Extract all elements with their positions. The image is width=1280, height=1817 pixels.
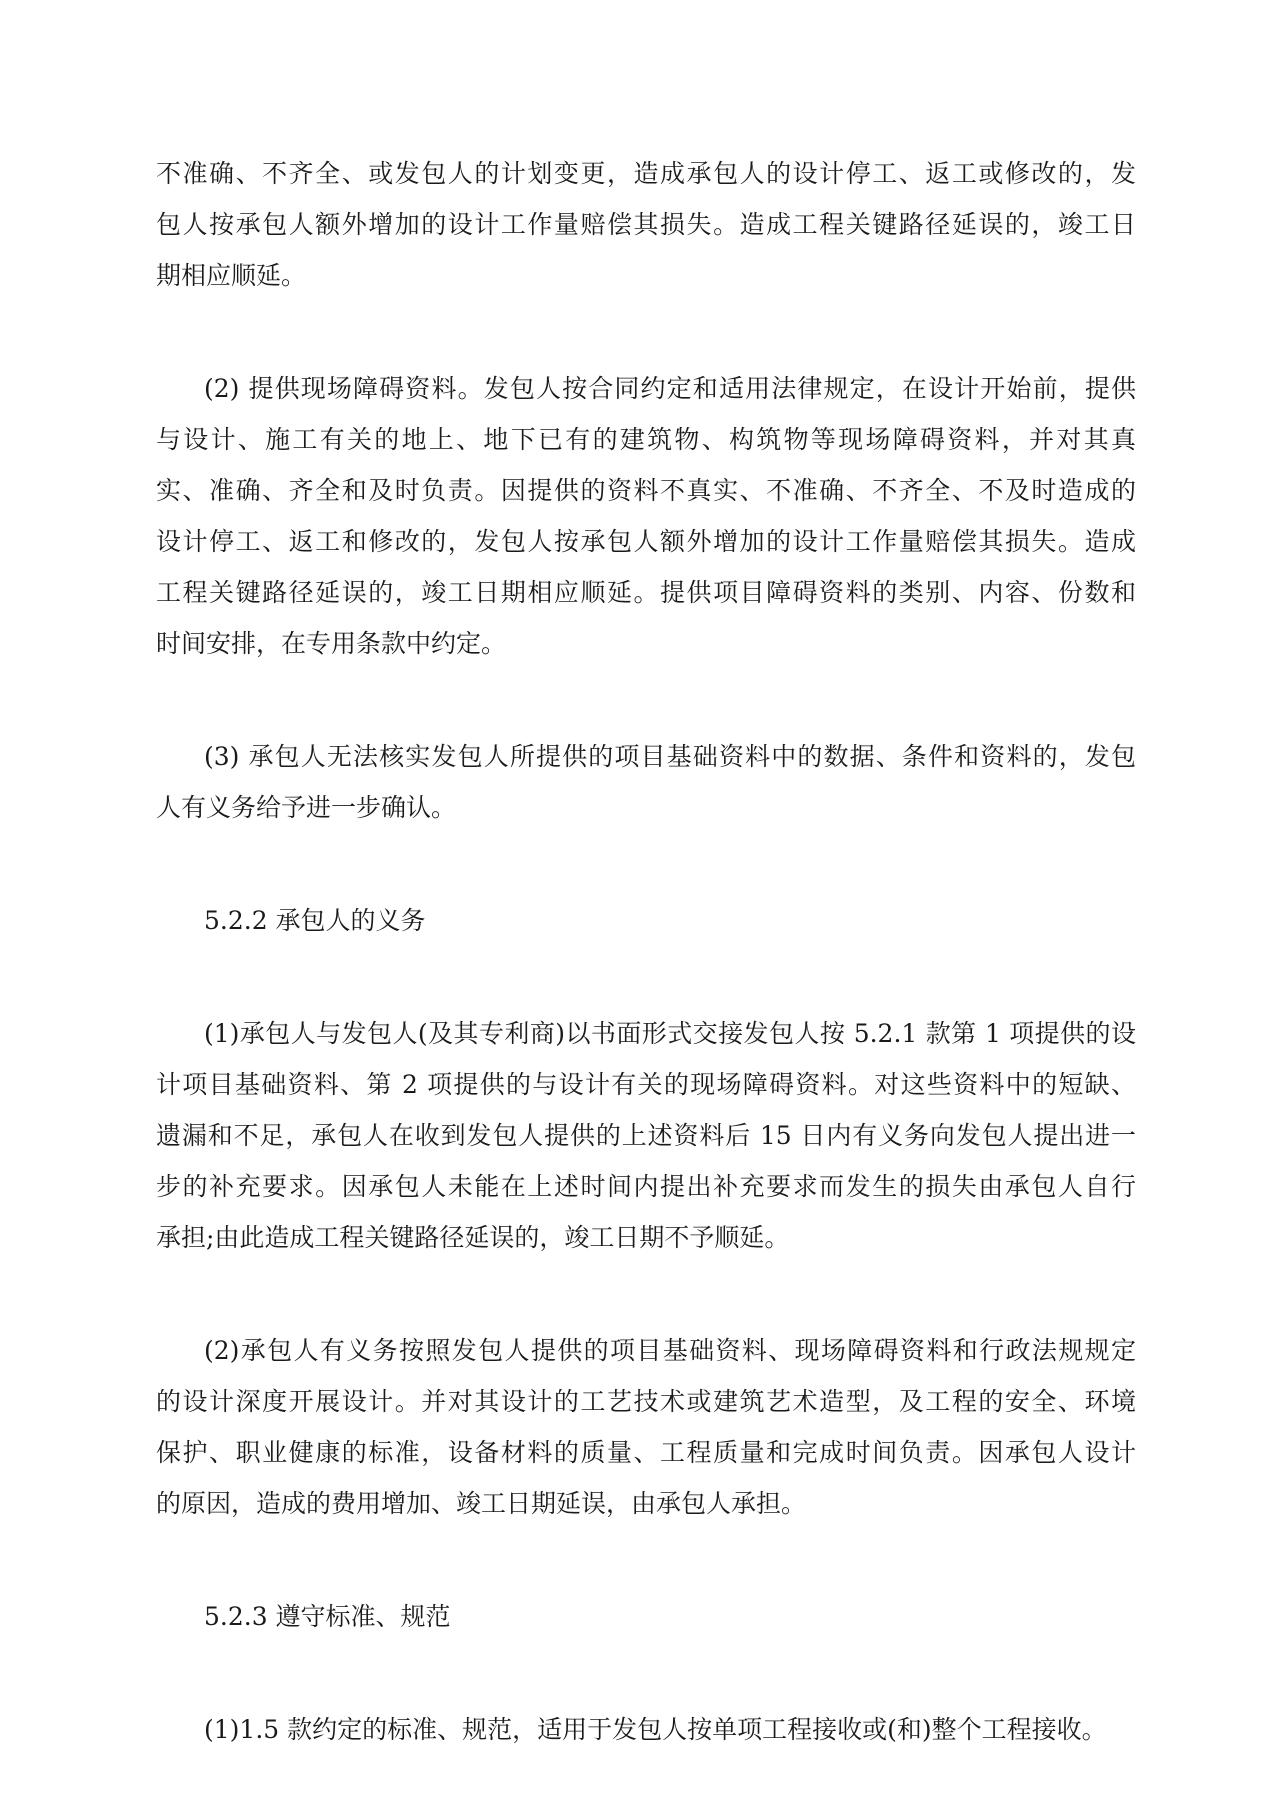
text-line: 步的补充要求。因承包人未能在上述时间内提出补充要求而发生的损失由承包人自行 (156, 1172, 1136, 1201)
text-line: (1)承包人与发包人(及其专利商)以书面形式交接发包人按 5.2.1 款第 1 项提供的设 (204, 1019, 1136, 1048)
heading-text: 5.2.2 承包人的义务 (204, 906, 426, 935)
text-line: 不准确、不齐全、或发包人的计划变更，造成承包人的设计停工、返工或修改的，发 (156, 159, 1136, 188)
paragraph-standard-1 (156, 1704, 1136, 1755)
text-line: (2)承包人有义务按照发包人提供的项目基础资料、现场障碍资料和行政法规规定 (204, 1336, 1136, 1365)
text-line: 设计停工、返工和修改的，发包人按承包人额外增加的设计工作量赔偿其损失。造成 (156, 527, 1136, 556)
paragraph-item-3 (156, 731, 1136, 833)
text-line: 遗漏和不足，承包人在收到发包人提供的上述资料后 15 日内有义务向发包人提出进一 (156, 1121, 1136, 1150)
text-line: 时间安排，在专用条款中约定。 (156, 629, 507, 658)
text-line: (2) 提供现场障碍资料。发包人按合同约定和适用法律规定，在设计开始前，提供 (204, 374, 1136, 403)
text-line: (1)1.5 款约定的标准、规范，适用于发包人按单项工程接收或(和)整个工程接收。 (204, 1715, 1107, 1744)
heading-text: 5.2.3 遵守标准、规范 (204, 1602, 451, 1631)
paragraph-obligation-1 (156, 1008, 1136, 1263)
text-line: 包人按承包人额外增加的设计工作量赔偿其损失。造成工程关键路径延误的，竣工日 (156, 210, 1136, 239)
text-line: 实、准确、齐全和及时负责。因提供的资料不真实、不准确、不齐全、不及时造成的 (156, 476, 1136, 505)
text-line: 的原因，造成的费用增加、竣工日期延误，由承包人承担。 (156, 1489, 807, 1518)
paragraph-obligation-2 (156, 1325, 1136, 1529)
paragraph-intro-continued (156, 148, 1136, 301)
section-heading-5-2-3 (156, 1591, 1136, 1642)
section-heading-5-2-2 (156, 895, 1136, 946)
document-page (156, 148, 1136, 1817)
text-line: 保护、职业健康的标准，设备材料的质量、工程质量和完成时间负责。因承包人设计 (156, 1438, 1136, 1467)
text-line: (3) 承包人无法核实发包人所提供的项目基础资料中的数据、条件和资料的，发包 (204, 742, 1136, 771)
text-line: 的设计深度开展设计。并对其设计的工艺技术或建筑艺术造型，及工程的安全、环境 (156, 1387, 1136, 1416)
text-line: 与设计、施工有关的地上、地下已有的建筑物、构筑物等现场障碍资料，并对其真 (156, 425, 1136, 454)
text-line: 人有义务给予进一步确认。 (156, 793, 457, 822)
text-line: 工程关键路径延误的，竣工日期相应顺延。提供项目障碍资料的类别、内容、份数和 (156, 578, 1136, 607)
text-line: 期相应顺延。 (156, 261, 307, 290)
text-line: 计项目基础资料、第 2 项提供的与设计有关的现场障碍资料。对这些资料中的短缺、 (156, 1070, 1136, 1099)
text-line: 承担;由此造成工程关键路径延误的，竣工日期不予顺延。 (156, 1223, 790, 1252)
paragraph-item-2 (156, 363, 1136, 669)
